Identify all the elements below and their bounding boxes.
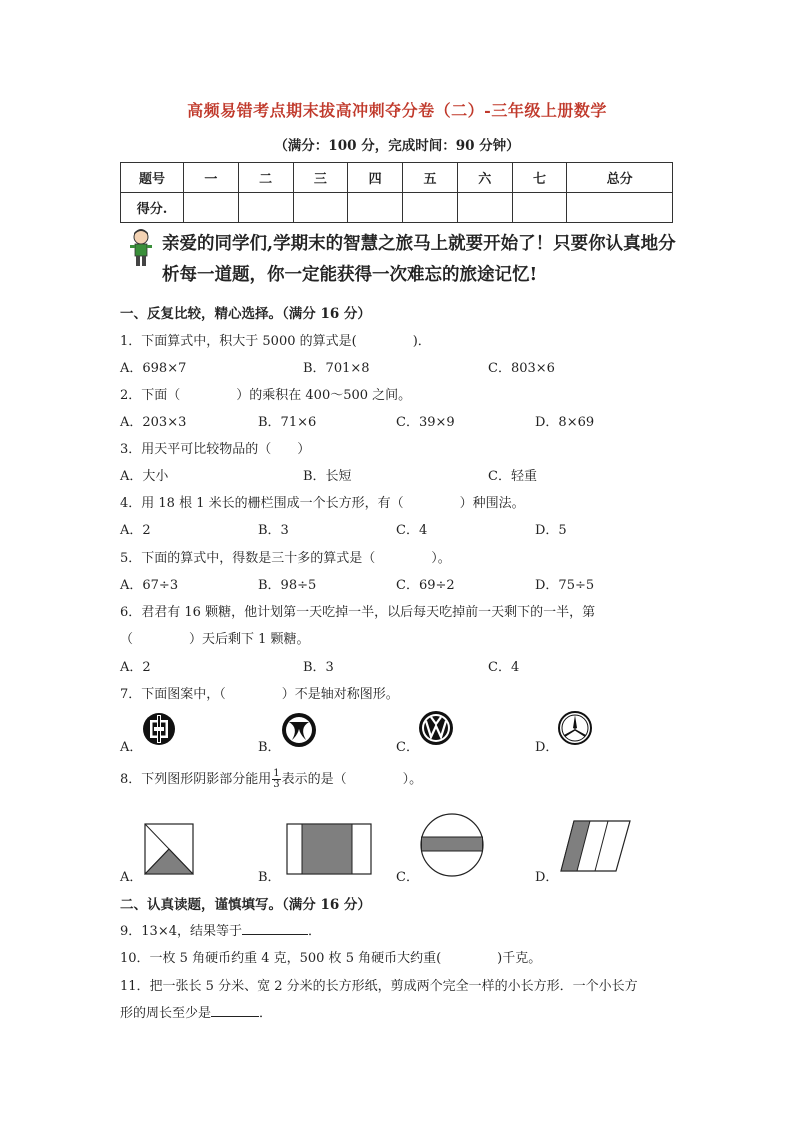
section-2-heading: 二、认真读题，谨慎填写。（满分 16 分） (120, 897, 371, 913)
encouragement-text: 亲爱的同学们,学期末的智慧之旅马上就要开始了！只要你认真地分析每一道题，你一定能获得一次难忘的旅途记忆! (162, 234, 676, 285)
score-header-cell: 三 (293, 163, 348, 193)
q4-text: 4．用 18 根 1 米长的栅栏围成一个长方形，有（ (120, 496, 404, 511)
q7-option-d[interactable]: D． (535, 740, 559, 755)
score-input-cell[interactable] (293, 193, 348, 223)
q3-option-b[interactable]: B．长短 (303, 469, 352, 484)
q9-text: 9．13×4，结果等于 (120, 924, 242, 939)
q6-option-a[interactable]: A．2 (120, 660, 151, 675)
question-7 (120, 683, 399, 702)
q8-option-d[interactable]: D． (535, 870, 559, 885)
q1-text: 1．下面算式中，积大于 5000 的算式是( (120, 334, 357, 349)
q6-open: （ (120, 632, 134, 647)
question-1 (120, 330, 431, 349)
q5-text: 5．下面的算式中，得数是三十多的算式是（ (120, 551, 376, 566)
score-input-cell[interactable] (238, 193, 293, 223)
q2-option-c[interactable]: C．39×9 (396, 415, 455, 430)
score-header-cell: 五 (403, 163, 458, 193)
q11-tail: ． (259, 1006, 273, 1021)
q2-option-d[interactable]: D．8×69 (535, 415, 595, 430)
question-11-line-1: 11．把一张长 5 分米、宽 2 分米的长方形纸，剪成两个完全一样的小长方形．一个小长方 (120, 979, 638, 994)
q1-option-c[interactable]: C．803×6 (488, 361, 555, 376)
q5-option-d[interactable]: D．75÷5 (535, 578, 595, 593)
q5-option-c[interactable]: C．69÷2 (396, 578, 455, 593)
q5-tail: ）。 (431, 551, 451, 566)
score-input-cell[interactable] (403, 193, 458, 223)
question-9 (120, 920, 321, 939)
score-table-score-row (121, 193, 673, 223)
q6-option-c[interactable]: C．4 (488, 660, 520, 675)
question-8 (120, 768, 422, 790)
score-label-cell: 得分. (121, 193, 184, 223)
q6-tail: ）天后剩下 1 颗糖。 (189, 632, 310, 647)
q8-option-a[interactable]: A． (120, 870, 143, 885)
q9-answer-blank[interactable] (242, 922, 308, 935)
q7-option-a[interactable]: A． (120, 740, 143, 755)
section-1-heading: 一、反复比较，精心选择。（满分 16 分） (120, 306, 371, 322)
q8-option-b[interactable]: B． (258, 870, 281, 885)
q7-tail: ）不是轴对称图形。 (281, 687, 399, 702)
parallelogram-partly-shaded-shape (560, 820, 632, 872)
q8-text: 8．下列图形阴影部分能用 (120, 772, 272, 787)
q2-option-a[interactable]: A．203×3 (120, 415, 187, 430)
question-3: 3．用天平可比较物品的（ ） (120, 442, 311, 457)
volkswagen-logo-icon (418, 710, 454, 746)
q4-option-a[interactable]: A．2 (120, 523, 151, 538)
q11-answer-blank[interactable] (211, 1004, 259, 1017)
q10-text: 10．一枚 5 角硬币约重 4 克，500 枚 5 角硬币大约重( (120, 951, 442, 966)
question-5 (120, 547, 451, 566)
q2-tail: ）的乘积在 400～500 之间。 (236, 388, 412, 403)
score-header-cell: 总分 (567, 163, 673, 193)
student-mascot-icon (126, 228, 156, 268)
page-title: 高频易错考点期末拔高冲刺夺分卷（二）-三年级上册数学 (187, 101, 607, 120)
score-header-cell: 七 (512, 163, 567, 193)
score-table (120, 162, 673, 223)
q4-option-c[interactable]: C．4 (396, 523, 428, 538)
score-header-cell: 一 (184, 163, 239, 193)
q10-tail: )千克。 (497, 951, 542, 966)
score-header-cell: 四 (348, 163, 403, 193)
q4-tail: ）种围法。 (459, 496, 525, 511)
question-6-line-2 (120, 628, 310, 647)
q1-tail: )． (412, 334, 431, 349)
q8-tail: ）。 (402, 772, 423, 787)
q2-option-b[interactable]: B．71×6 (258, 415, 317, 430)
square-half-shaded-shape (144, 823, 194, 875)
q3-option-c[interactable]: C．轻重 (488, 469, 537, 484)
mercedes-logo-icon (557, 710, 593, 746)
q11-text: 形的周长至少是 (120, 1006, 212, 1021)
q7-option-b[interactable]: B． (258, 740, 281, 755)
dongfeng-logo-icon (281, 712, 317, 748)
q4-option-d[interactable]: D．5 (535, 523, 567, 538)
score-input-cell[interactable] (348, 193, 403, 223)
q8-option-c[interactable]: C． (396, 870, 419, 885)
score-input-cell[interactable] (457, 193, 512, 223)
score-header-cell: 题号 (121, 163, 184, 193)
q4-option-b[interactable]: B．3 (258, 523, 289, 538)
q2-text: 2．下面（ (120, 388, 181, 403)
question-11-line-2 (120, 1002, 272, 1021)
one-third-fraction: $\frac{1}{3}$ (273, 768, 280, 790)
question-10 (120, 947, 541, 966)
q5-option-a[interactable]: A．67÷3 (120, 578, 179, 593)
q8-text-mid: 表示的是（ (281, 772, 347, 787)
rectangle-middle-shaded-shape (286, 823, 372, 875)
q1-option-a[interactable]: A．698×7 (120, 361, 187, 376)
q5-option-b[interactable]: B．98÷5 (258, 578, 317, 593)
q3-option-a[interactable]: A．大小 (120, 469, 169, 484)
page-subtitle: （满分：100 分，完成时间：90 分钟） (274, 138, 520, 154)
bank-logo-icon (142, 712, 176, 746)
circle-band-shaded-shape (420, 813, 484, 877)
score-table-header-row (121, 163, 673, 193)
score-input-cell[interactable] (184, 193, 239, 223)
q7-text: 7．下面图案中，（ (120, 687, 226, 702)
score-header-cell: 六 (457, 163, 512, 193)
score-input-cell[interactable] (567, 193, 673, 223)
question-6-line-1: 6．君君有 16 颗糖，他计划第一天吃掉一半，以后每天吃掉前一天剩下的一半，第 (120, 605, 596, 620)
q6-option-b[interactable]: B．3 (303, 660, 334, 675)
question-2 (120, 384, 411, 403)
question-4 (120, 492, 525, 511)
q1-option-b[interactable]: B．701×8 (303, 361, 370, 376)
score-input-cell[interactable] (512, 193, 567, 223)
q9-tail: ． (307, 924, 321, 939)
q7-option-c[interactable]: C． (396, 740, 419, 755)
score-header-cell: 二 (238, 163, 293, 193)
